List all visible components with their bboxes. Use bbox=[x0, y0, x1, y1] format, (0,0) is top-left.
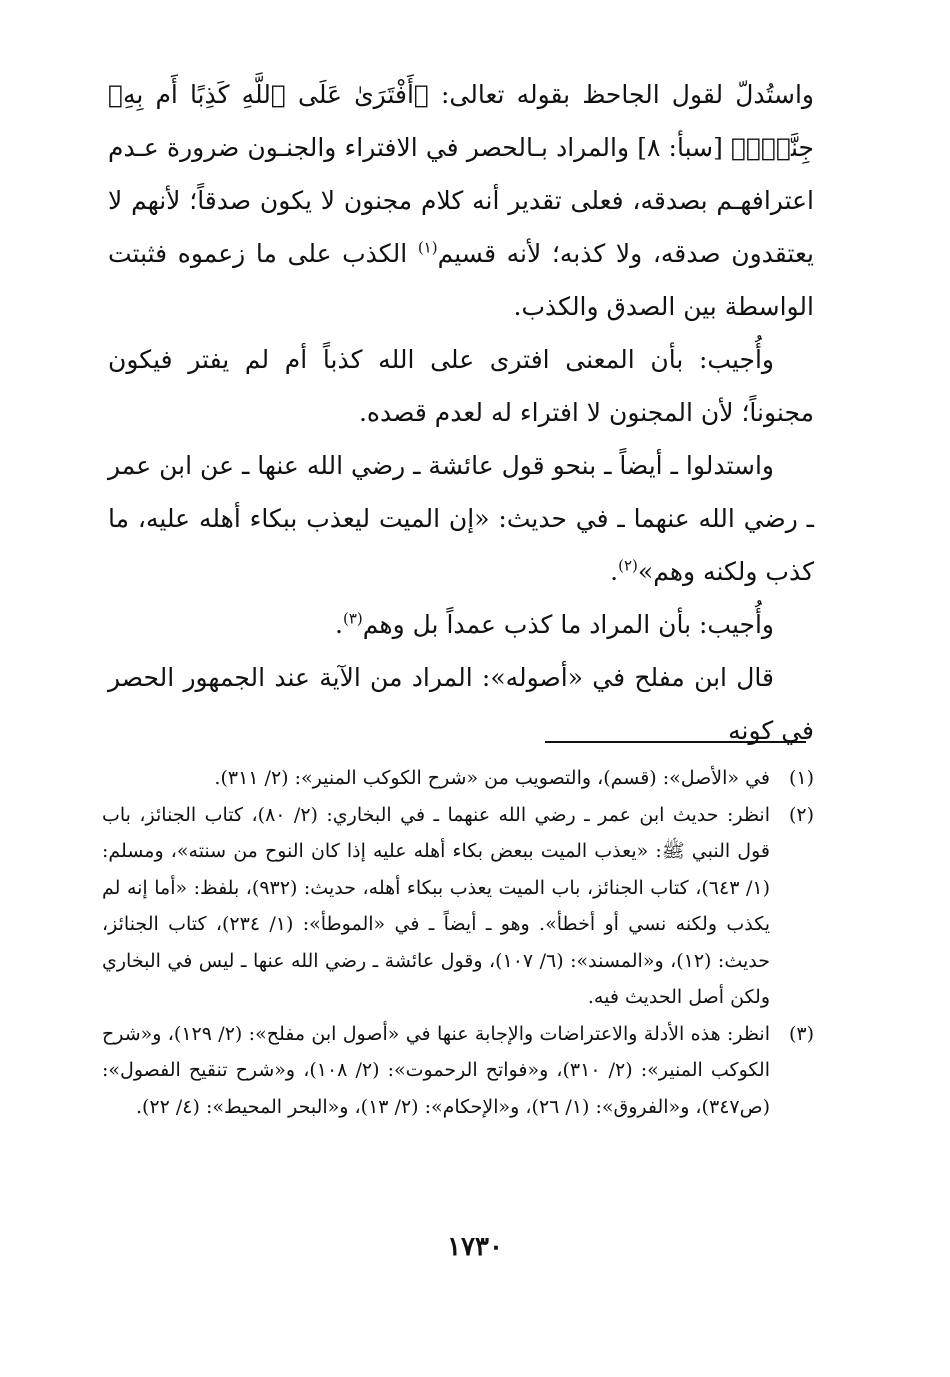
page-number: ١٧٣٠ bbox=[447, 1232, 503, 1262]
paragraph-2 bbox=[108, 333, 814, 439]
paragraph-4-text: وأُجيب: بأن المراد ما كذب عمداً بل وهم bbox=[362, 610, 774, 639]
paragraph-5-text: قال ابن مفلح في «أصوله»: المراد من الآية عند الجمهور الحصر في كونه bbox=[108, 663, 814, 745]
footnote-2 bbox=[102, 797, 814, 1016]
paragraph-3 bbox=[108, 439, 814, 598]
footnote-ref-3: (٣) bbox=[342, 609, 363, 628]
footnote-1 bbox=[102, 760, 814, 797]
footnotes bbox=[102, 760, 814, 1125]
footnote-text: انظر: هذه الأدلة والاعتراضات والإجابة عنها في «أصول ابن مفلح»: (٢/ ١٢٩)، و«شرح الكوكب المنير»: (٢/ ٣١٠)، و«فواتح الرحموت»: (٢/ ١٠٨)، و«شرح تنقيح الفصول»: (ص٣٤٧)، و«الفروق»: (١/ ٢٦)، و«الإحكام»: (٢/ ١٣)، و«البحر المحيط»: (٤/ ٢٢). bbox=[102, 1022, 770, 1118]
footnote-number: (٣) bbox=[788, 1022, 814, 1045]
footnote-number: (١) bbox=[788, 767, 814, 789]
footnote-3 bbox=[102, 1016, 814, 1126]
footnote-number: (٢) bbox=[788, 803, 814, 826]
footnote-ref-2: (٢) bbox=[618, 556, 638, 575]
paragraph-1-text: واستُدلّ لقول الجاحظ بقوله تعالى: ﴿أَفْتَرَىٰ عَلَى ٱللَّهِ كَذِبًا أَم بِهِۦ جِنَّةٌۢ﴾ [سبأ: ٨] والمراد بـالحصر في الافتراء والجنـون ضرورة عـدم اعترافهـم بصدقه، فعلى تقدير أنه كلام مجنون لا يكون صدقاً؛ لأنهم لا يعتقدون صدقه، ولا كذبه؛ لأنه قسيم bbox=[108, 80, 814, 268]
paragraph-4-tail: . bbox=[335, 610, 343, 639]
paragraph-3-text: واستدلوا ـ أيضاً ـ بنحو قول عائشة ـ رضي الله عنها ـ عن ابن عمر ـ رضي الله عنهما ـ في حديث: «إن الميت ليعذب ببكاء أهله عليه، ما كذب ولكنه وهم» bbox=[108, 451, 814, 586]
main-text bbox=[108, 68, 814, 757]
paragraph-2-text: وأُجيب: بأن المعنى افترى على الله كذباً أم لم يفتر فيكون مجنوناً؛ لأن المجنون لا افتراء له لعدم قصده. bbox=[108, 345, 814, 427]
footnote-text: في «الأصل»: (قسم)، والتصويب من «شرح الكوكب المنير»: (٢/ ٣١١). bbox=[214, 767, 770, 789]
footnote-separator bbox=[545, 741, 806, 743]
footnote-text: انظر: حديث ابن عمر ـ رضي الله عنهما ـ في البخاري: (٢/ ٨٠)، كتاب الجنائز، باب قول النبي ﷺ: «يعذب الميت ببعض بكاء أهله عليه إذا كان النوح من سنته»، ومسلم: (١/ ٦٤٣)، كتاب الجنائز، باب الميت يعذب ببكاء أهله، حديث: (٩٣٢)، بلفظ: «أما إنه لم يكذب ولكنه نسي أو أخطأ». وهو ـ أيضاً ـ في «الموطأ»: (١/ ٢٣٤)، كتاب الجنائز، حديث: (١٢)، و«المسند»: (٦/ ١٠٧)، وقول عائشة ـ رضي الله عنها ـ ليس في البخاري ولكن أصل الحديث فيه. bbox=[102, 803, 770, 1008]
paragraph-1 bbox=[108, 68, 814, 333]
footnote-ref-1: (١) bbox=[417, 238, 438, 257]
paragraph-3-tail: . bbox=[610, 557, 619, 586]
paragraph-1-tail: الكذب على ما زعموه فثبتت الواسطة بين الصدق والكذب. bbox=[108, 239, 814, 321]
paragraph-4 bbox=[108, 598, 814, 651]
